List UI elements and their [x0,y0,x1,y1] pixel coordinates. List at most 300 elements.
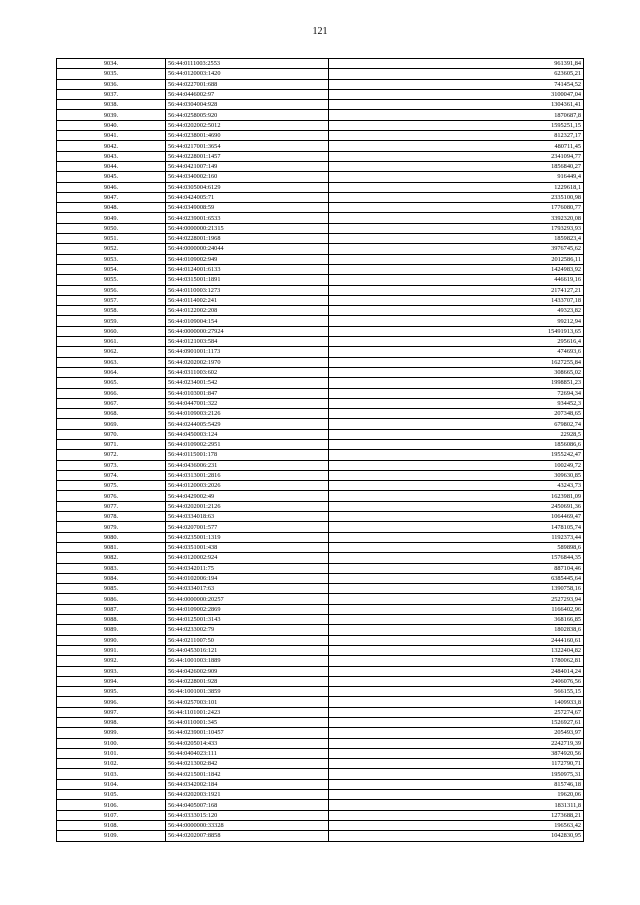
cadastral-number-cell: 56:44:0239001:6533 [166,213,329,223]
cadastral-number-cell: 56:44:0120003:2026 [166,481,329,491]
value-cell: 309630,85 [329,470,584,480]
table-row [57,357,584,367]
row-number-cell: 9067. [57,398,166,408]
row-number-cell: 9035. [57,69,166,79]
value-cell: 1627255,84 [329,357,584,367]
row-number-cell: 9080. [57,532,166,542]
cadastral-number-cell: 56:44:0227001:688 [166,79,329,89]
row-number-cell: 9092. [57,656,166,666]
row-number-cell: 9037. [57,89,166,99]
value-cell: 3976745,62 [329,244,584,254]
table-row [57,738,584,748]
table-row [57,367,584,377]
cadastral-number-cell: 56:44:0334018:63 [166,512,329,522]
row-number-cell: 9063. [57,357,166,367]
value-cell: 1424983,92 [329,264,584,274]
value-cell: 934452,3 [329,398,584,408]
cadastral-number-cell: 56:44:0342011:75 [166,563,329,573]
row-number-cell: 9065. [57,378,166,388]
cadastral-number-cell: 56:44:0333015:120 [166,810,329,820]
table-row [57,264,584,274]
cadastral-number-cell: 56:44:0000000:21315 [166,223,329,233]
value-cell: 961391,84 [329,59,584,69]
row-number-cell: 9095. [57,687,166,697]
table-row [57,244,584,254]
table-row [57,285,584,295]
table-row [57,820,584,830]
value-cell: 3874920,56 [329,748,584,758]
cadastral-number-cell: 56:44:0109002:2951 [166,439,329,449]
cadastral-number-cell: 56:44:0235001:1319 [166,532,329,542]
value-cell: 196563,42 [329,820,584,830]
cadastral-number-cell: 56:44:0202002:1970 [166,357,329,367]
table-row [57,337,584,347]
cadastral-number-cell: 56:44:0102006:194 [166,573,329,583]
table-row [57,316,584,326]
cadastral-number-cell: 56:44:0000000:20257 [166,594,329,604]
cadastral-number-cell: 56:44:0202003:1921 [166,790,329,800]
value-cell: 1856840,27 [329,161,584,171]
table-row [57,419,584,429]
table-row [57,460,584,470]
cadastral-number-cell: 56:44:0351001:438 [166,542,329,552]
value-cell: 2174127,21 [329,285,584,295]
table-row [57,120,584,130]
cadastral-number-cell: 56:44:0426002:909 [166,666,329,676]
table-row [57,470,584,480]
cadastral-number-cell: 56:44:0405007:168 [166,800,329,810]
row-number-cell: 9086. [57,594,166,604]
cadastral-number-cell: 56:44:0114002:241 [166,295,329,305]
cadastral-number-cell: 56:44:0205014:433 [166,738,329,748]
cadastral-number-cell: 56:44:0334017:63 [166,584,329,594]
row-number-cell: 9038. [57,100,166,110]
table-row [57,223,584,233]
value-cell: 1192373,44 [329,532,584,542]
value-cell: 2450691,36 [329,501,584,511]
value-cell: 1831311,8 [329,800,584,810]
table-row [57,110,584,120]
value-cell: 446619,16 [329,275,584,285]
table-row [57,831,584,841]
value-cell: 1304361,41 [329,100,584,110]
table-row [57,522,584,532]
row-number-cell: 9076. [57,491,166,501]
cadastral-number-cell: 56:44:0424005:71 [166,192,329,202]
table-row [57,398,584,408]
table-row [57,141,584,151]
cadastral-number-cell: 56:44:0244005:5429 [166,419,329,429]
table-row [57,542,584,552]
cadastral-number-cell: 56:44:0213002:842 [166,759,329,769]
value-cell: 1166402,96 [329,604,584,614]
row-number-cell: 9060. [57,326,166,336]
cadastral-number-cell: 56:44:0202002:5012 [166,120,329,130]
cadastral-number-cell: 56:44:0901001:1173 [166,347,329,357]
cadastral-number-cell: 56:44:0349008:59 [166,203,329,213]
cadastral-number-cell: 56:44:0238001:4690 [166,131,329,141]
value-cell: 2242719,39 [329,738,584,748]
value-cell: 1870687,8 [329,110,584,120]
row-number-cell: 9094. [57,676,166,686]
cadastral-number-cell: 56:44:0121003:584 [166,337,329,347]
table-row [57,172,584,182]
table-row [57,439,584,449]
row-number-cell: 9040. [57,120,166,130]
row-number-cell: 9039. [57,110,166,120]
table-row [57,563,584,573]
cadastral-number-cell: 56:44:0217001:3654 [166,141,329,151]
row-number-cell: 9093. [57,666,166,676]
table-row [57,615,584,625]
cadastral-number-cell: 56:44:0313001:2816 [166,470,329,480]
cadastral-number-cell: 56:44:0239001:10457 [166,728,329,738]
value-cell: 19620,06 [329,790,584,800]
value-cell: 1802838,6 [329,625,584,635]
cadastral-number-cell: 56:44:0115001:178 [166,450,329,460]
row-number-cell: 9036. [57,79,166,89]
table-row [57,718,584,728]
row-number-cell: 9107. [57,810,166,820]
value-cell: 1780062,81 [329,656,584,666]
value-cell: 3392320,08 [329,213,584,223]
row-number-cell: 9099. [57,728,166,738]
row-number-cell: 9062. [57,347,166,357]
table-row [57,707,584,717]
row-number-cell: 9061. [57,337,166,347]
row-number-cell: 9105. [57,790,166,800]
value-cell: 1793293,93 [329,223,584,233]
table-row [57,69,584,79]
row-number-cell: 9081. [57,542,166,552]
cadastral-number-cell: 56:44:0202001:2126 [166,501,329,511]
cadastral-number-cell: 56:44:0404023:111 [166,748,329,758]
value-cell: 1229618,1 [329,182,584,192]
row-number-cell: 9045. [57,172,166,182]
row-number-cell: 9043. [57,151,166,161]
value-cell: 474693,6 [329,347,584,357]
cadastral-number-cell: 56:44:0340002:160 [166,172,329,182]
table-row [57,59,584,69]
value-cell: 1576844,35 [329,553,584,563]
row-number-cell: 9047. [57,192,166,202]
value-cell: 100249,72 [329,460,584,470]
value-cell: 368166,85 [329,615,584,625]
row-number-cell: 9072. [57,450,166,460]
table-row [57,192,584,202]
row-number-cell: 9071. [57,439,166,449]
value-cell: 207348,65 [329,409,584,419]
cadastral-number-cell: 56:44:0446002:97 [166,89,329,99]
table-row [57,676,584,686]
value-cell: 2406076,56 [329,676,584,686]
row-number-cell: 9070. [57,429,166,439]
row-number-cell: 9079. [57,522,166,532]
value-cell: 887104,46 [329,563,584,573]
table-row [57,512,584,522]
cadastral-number-cell: 56:44:0258005:920 [166,110,329,120]
cadastral-number-cell: 56:44:0257003:101 [166,697,329,707]
cadastral-number-cell: 56:44:0215001:1842 [166,769,329,779]
cadastral-number-cell: 56:44:0109004:154 [166,316,329,326]
row-number-cell: 9073. [57,460,166,470]
value-cell: 589898,6 [329,542,584,552]
row-number-cell: 9068. [57,409,166,419]
table-row [57,697,584,707]
table-row [57,645,584,655]
row-number-cell: 9064. [57,367,166,377]
table-row [57,89,584,99]
value-cell: 2341094,77 [329,151,584,161]
value-cell: 49323,82 [329,306,584,316]
row-number-cell: 9046. [57,182,166,192]
registry-table [56,58,584,842]
value-cell: 1859823,4 [329,234,584,244]
cadastral-number-cell: 56:44:0228001:928 [166,676,329,686]
table-row [57,326,584,336]
value-cell: 99212,94 [329,316,584,326]
table-row [57,347,584,357]
row-number-cell: 9090. [57,635,166,645]
cadastral-number-cell: 56:44:1001001:3859 [166,687,329,697]
table-row [57,790,584,800]
value-cell: 22928,5 [329,429,584,439]
row-number-cell: 9051. [57,234,166,244]
cadastral-number-cell: 56:44:0228001:1968 [166,234,329,244]
cadastral-number-cell: 56:44:0110001:345 [166,718,329,728]
row-number-cell: 9096. [57,697,166,707]
value-cell: 679802,74 [329,419,584,429]
value-cell: 1390758,16 [329,584,584,594]
table-row [57,800,584,810]
table-row [57,203,584,213]
row-number-cell: 9034. [57,59,166,69]
cadastral-number-cell: 56:44:0109002:949 [166,254,329,264]
table-row [57,481,584,491]
row-number-cell: 9091. [57,645,166,655]
value-cell: 15491913,65 [329,326,584,336]
value-cell: 2527293,94 [329,594,584,604]
row-number-cell: 9106. [57,800,166,810]
table-row [57,573,584,583]
cadastral-number-cell: 56:44:0342002:184 [166,779,329,789]
value-cell: 1273688,21 [329,810,584,820]
row-number-cell: 9048. [57,203,166,213]
value-cell: 1042830,95 [329,831,584,841]
table-row [57,625,584,635]
value-cell: 308665,02 [329,367,584,377]
cadastral-number-cell: 56:44:0234001:542 [166,378,329,388]
value-cell: 295616,4 [329,337,584,347]
table-row [57,161,584,171]
cadastral-number-cell: 56:44:0450003:124 [166,429,329,439]
value-cell: 1950975,31 [329,769,584,779]
row-number-cell: 9059. [57,316,166,326]
cadastral-number-cell: 56:44:0304004:928 [166,100,329,110]
row-number-cell: 9055. [57,275,166,285]
row-number-cell: 9108. [57,820,166,830]
value-cell: 1776080,77 [329,203,584,213]
value-cell: 2012586,11 [329,254,584,264]
value-cell: 1998851,23 [329,378,584,388]
row-number-cell: 9078. [57,512,166,522]
table-row [57,584,584,594]
cadastral-number-cell: 56:44:0436006:231 [166,460,329,470]
row-number-cell: 9109. [57,831,166,841]
row-number-cell: 9085. [57,584,166,594]
value-cell: 2335100,98 [329,192,584,202]
cadastral-number-cell: 56:44:0125001:3143 [166,615,329,625]
table-row [57,769,584,779]
value-cell: 72694,34 [329,388,584,398]
row-number-cell: 9082. [57,553,166,563]
table-row [57,594,584,604]
row-number-cell: 9049. [57,213,166,223]
table-row [57,306,584,316]
row-number-cell: 9083. [57,563,166,573]
table-row [57,501,584,511]
value-cell: 1064469,47 [329,512,584,522]
row-number-cell: 9042. [57,141,166,151]
table-row [57,79,584,89]
table-row [57,254,584,264]
cadastral-number-cell: 56:44:0109002:2869 [166,604,329,614]
table-row [57,759,584,769]
cadastral-number-cell: 56:44:0110003:1273 [166,285,329,295]
cadastral-number-cell: 56:44:0000000:27924 [166,326,329,336]
row-number-cell: 9077. [57,501,166,511]
cadastral-number-cell: 56:44:0122002:208 [166,306,329,316]
value-cell: 6385445,64 [329,573,584,583]
table-row [57,553,584,563]
row-number-cell: 9066. [57,388,166,398]
table-row [57,234,584,244]
table-row [57,687,584,697]
row-number-cell: 9074. [57,470,166,480]
value-cell: 1526927,61 [329,718,584,728]
cadastral-number-cell: 56:44:0103001:847 [166,388,329,398]
table-row [57,532,584,542]
table-row [57,656,584,666]
cadastral-number-cell: 56:44:0311003:602 [166,367,329,377]
table-row [57,450,584,460]
row-number-cell: 9041. [57,131,166,141]
table-row [57,779,584,789]
table-row [57,810,584,820]
row-number-cell: 9098. [57,718,166,728]
row-number-cell: 9104. [57,779,166,789]
cadastral-number-cell: 56:44:0207001:577 [166,522,329,532]
table-row [57,604,584,614]
cadastral-number-cell: 56:44:0124001:6133 [166,264,329,274]
value-cell: 1478105,74 [329,522,584,532]
value-cell: 1409933,8 [329,697,584,707]
value-cell: 1623981,09 [329,491,584,501]
value-cell: 1172790,71 [329,759,584,769]
value-cell: 43243,73 [329,481,584,491]
cadastral-number-cell: 56:44:0315001:1891 [166,275,329,285]
row-number-cell: 9075. [57,481,166,491]
cadastral-number-cell: 56:44:0000000:24044 [166,244,329,254]
table-row [57,748,584,758]
value-cell: 566155,15 [329,687,584,697]
table-row [57,378,584,388]
cadastral-number-cell: 56:44:1101001:2423 [166,707,329,717]
table-row [57,182,584,192]
value-cell: 257274,67 [329,707,584,717]
row-number-cell: 9053. [57,254,166,264]
cadastral-number-cell: 56:44:0000000:33328 [166,820,329,830]
value-cell: 3100047,04 [329,89,584,99]
row-number-cell: 9056. [57,285,166,295]
row-number-cell: 9058. [57,306,166,316]
table-row [57,388,584,398]
value-cell: 623605,21 [329,69,584,79]
cadastral-number-cell: 56:44:0447001:322 [166,398,329,408]
value-cell: 916449,4 [329,172,584,182]
cadastral-number-cell: 56:44:0120003:1420 [166,69,329,79]
table-row [57,491,584,501]
row-number-cell: 9100. [57,738,166,748]
cadastral-number-cell: 56:44:0111003:2553 [166,59,329,69]
table-row [57,728,584,738]
cadastral-number-cell: 56:44:0120002:924 [166,553,329,563]
table-row [57,295,584,305]
registry-table-body [57,59,584,842]
table-row [57,100,584,110]
value-cell: 480711,45 [329,141,584,151]
table-row [57,213,584,223]
page-number: 121 [312,26,328,37]
row-number-cell: 9101. [57,748,166,758]
value-cell: 2484014,24 [329,666,584,676]
cadastral-number-cell: 56:44:0233002:79 [166,625,329,635]
row-number-cell: 9097. [57,707,166,717]
cadastral-number-cell: 56:44:0305004:6129 [166,182,329,192]
value-cell: 1322404,82 [329,645,584,655]
row-number-cell: 9102. [57,759,166,769]
value-cell: 1595251,15 [329,120,584,130]
row-number-cell: 9088. [57,615,166,625]
value-cell: 741454,52 [329,79,584,89]
table-row [57,275,584,285]
row-number-cell: 9044. [57,161,166,171]
cadastral-number-cell: 56:44:0453016:121 [166,645,329,655]
cadastral-number-cell: 56:44:0421007:149 [166,161,329,171]
cadastral-number-cell: 56:44:0429002:49 [166,491,329,501]
row-number-cell: 9050. [57,223,166,233]
row-number-cell: 9103. [57,769,166,779]
cadastral-number-cell: 56:44:0211007:50 [166,635,329,645]
value-cell: 205493,97 [329,728,584,738]
cadastral-number-cell: 56:44:1001003:1889 [166,656,329,666]
value-cell: 815746,18 [329,779,584,789]
row-number-cell: 9089. [57,625,166,635]
table-row [57,429,584,439]
table-row [57,151,584,161]
row-number-cell: 9054. [57,264,166,274]
value-cell: 1856086,6 [329,439,584,449]
row-number-cell: 9069. [57,419,166,429]
table-row [57,131,584,141]
table-row [57,666,584,676]
cadastral-number-cell: 56:44:0228001:1457 [166,151,329,161]
table-row [57,635,584,645]
row-number-cell: 9084. [57,573,166,583]
cadastral-number-cell: 56:44:0109003:2126 [166,409,329,419]
value-cell: 1433707,18 [329,295,584,305]
value-cell: 812327,17 [329,131,584,141]
